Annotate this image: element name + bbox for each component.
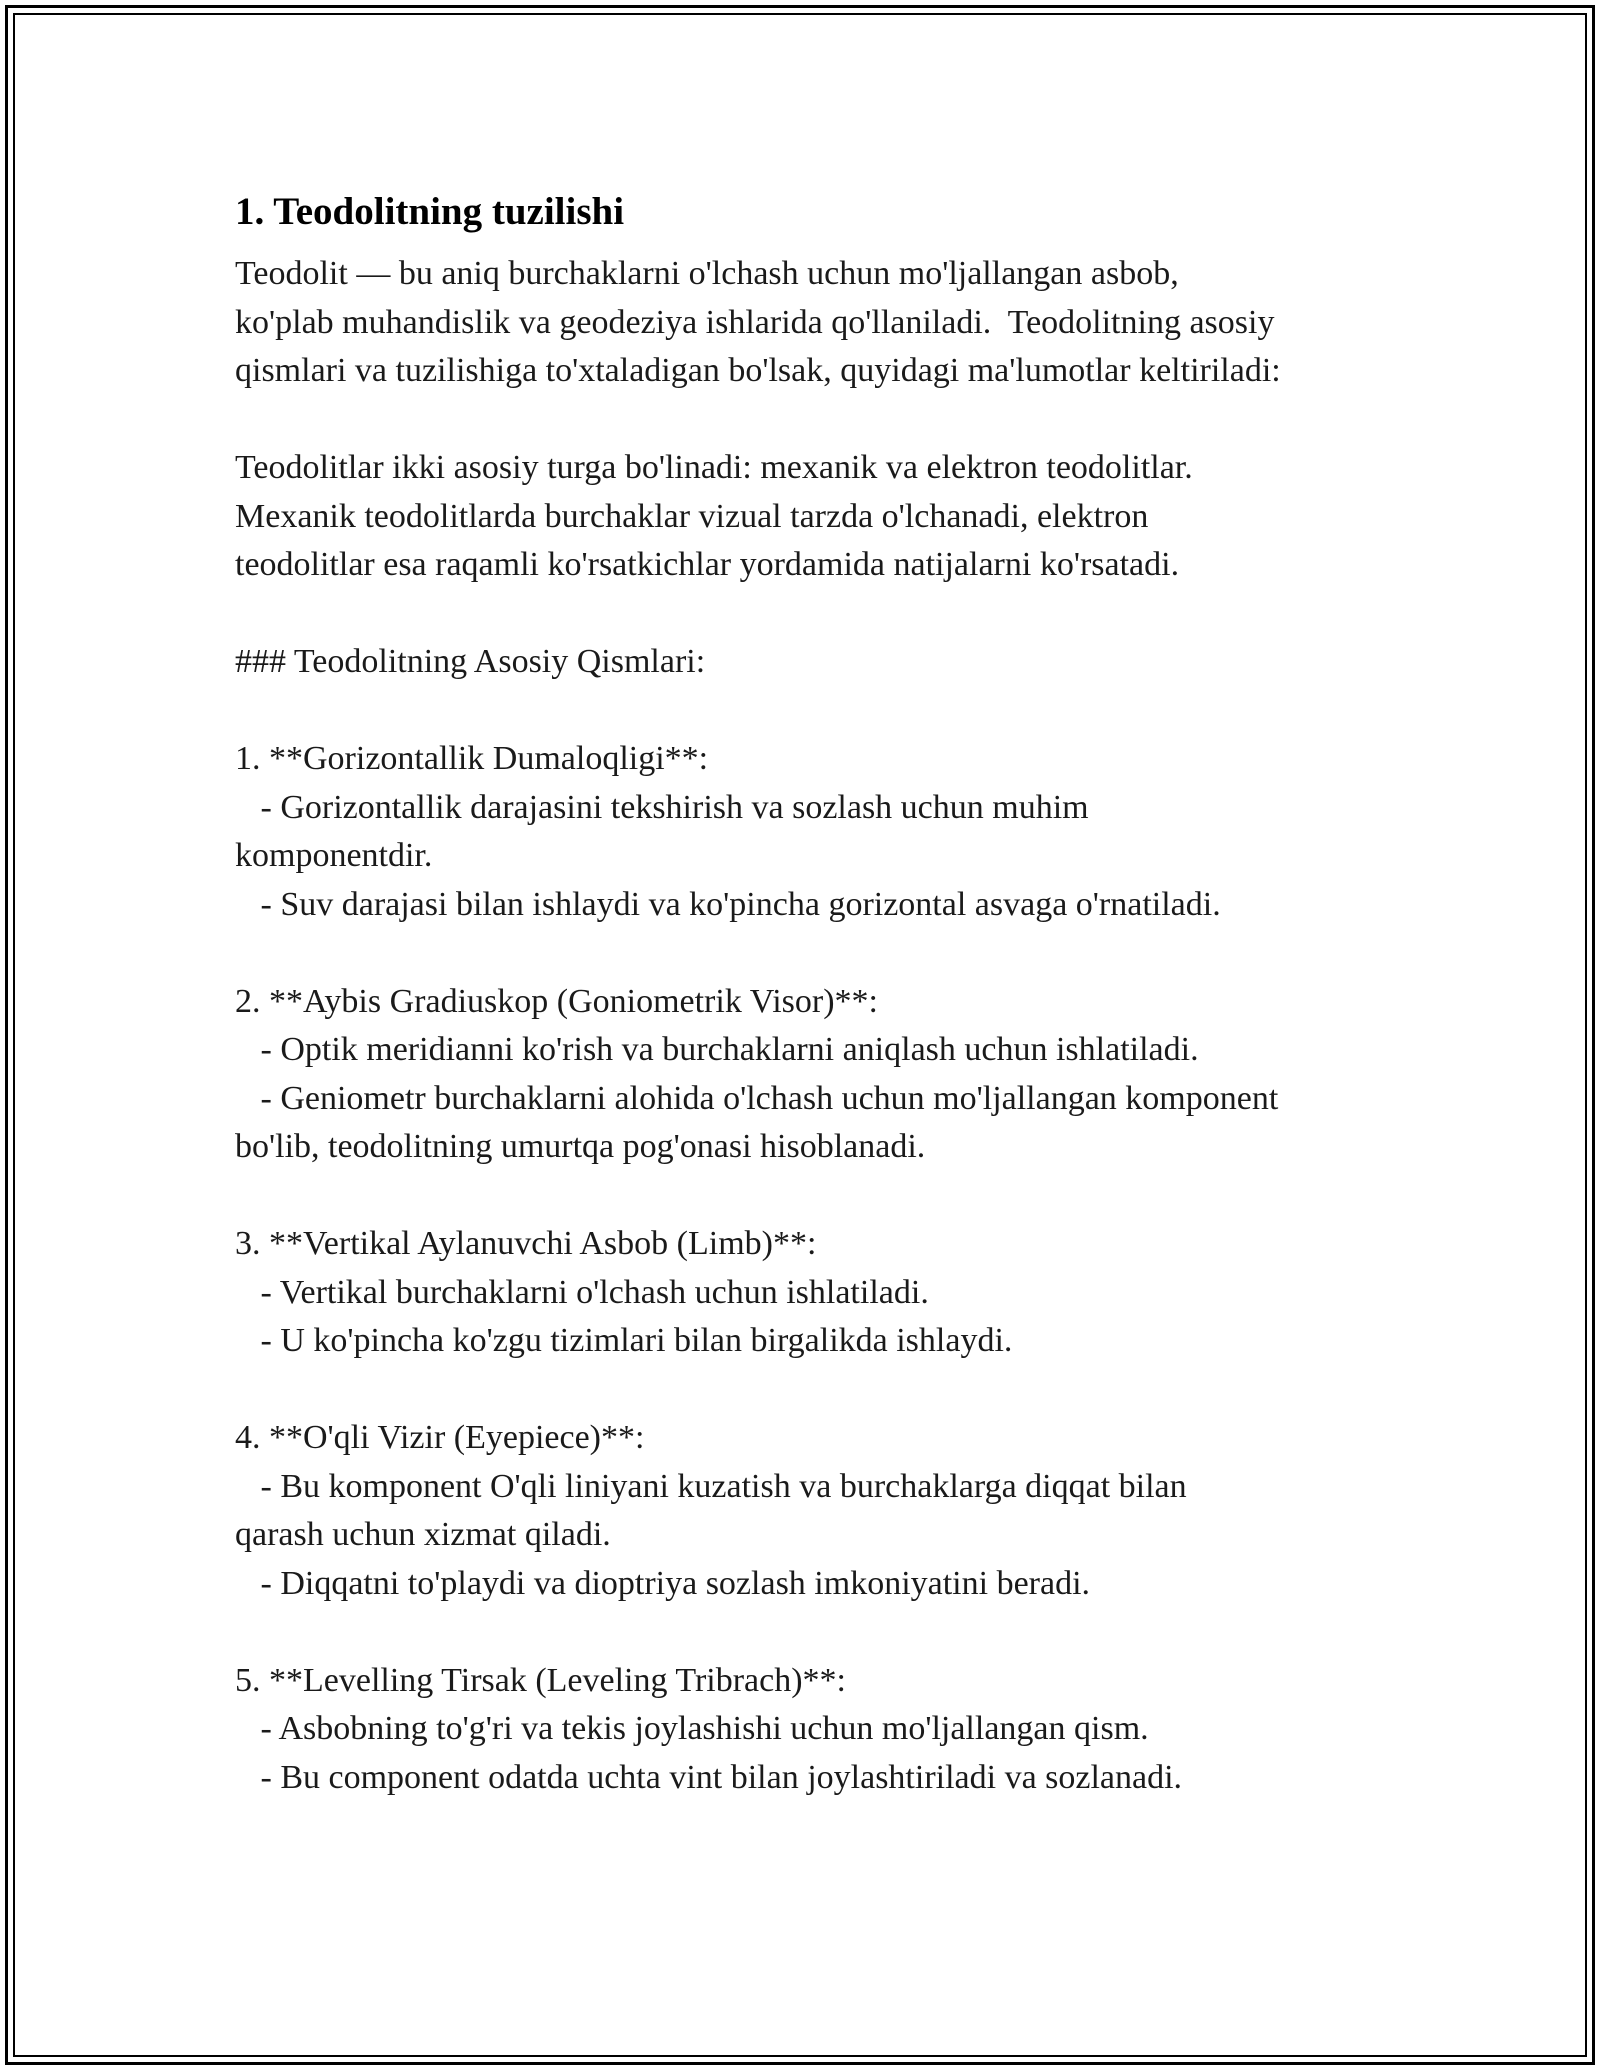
part-item-2	[235, 978, 1415, 1172]
part-line: - Vertikal burchaklarni o'lchash uchun ishlatiladi.	[235, 1273, 929, 1311]
paragraph-spacer	[235, 1608, 1415, 1657]
part-item-4	[235, 1414, 1415, 1608]
types-line: Mexanik teodolitlarda burchaklar vizual tarzda o'lchanadi, elektron	[235, 497, 1149, 535]
part-title: 5. **Levelling Tirsak (Leveling Tribrach)**:	[235, 1661, 847, 1699]
intro-line: ko'plab muhandislik va geodeziya ishlarida qo'llaniladi. Teodolitning asosiy	[235, 303, 1275, 341]
part-line: qarash uchun xizmat qiladi.	[235, 1516, 611, 1553]
part-title: 3. **Vertikal Aylanuvchi Asbob (Limb)**:	[235, 1225, 817, 1262]
paragraph-spacer	[235, 1172, 1415, 1221]
paragraph-spacer	[235, 396, 1415, 445]
part-line: komponentdir.	[235, 837, 433, 874]
part-line: - Bu komponent O'qli liniyani kuzatish va burchaklarga diqqat bilan	[235, 1467, 1187, 1505]
paragraph-spacer	[235, 1366, 1415, 1415]
part-title: 4. **O'qli Vizir (Eyepiece)**:	[235, 1419, 645, 1456]
part-line: - Suv darajasi bilan ishlaydi va ko'pincha gorizontal asvaga o'rnatiladi.	[235, 885, 1221, 923]
document-body	[235, 186, 1415, 1802]
intro-line: qismlari va tuzilishiga to'xtaladigan bo'lsak, quyidagi ma'lumotlar keltiriladi:	[235, 352, 1281, 389]
part-line: - Geniometr burchaklarni alohida o'lchash uchun mo'ljallangan komponent	[235, 1079, 1279, 1117]
part-line: - U ko'pincha ko'zgu tizimlari bilan birgalikda ishlaydi.	[235, 1322, 1013, 1359]
types-line: teodolitlar esa raqamli ko'rsatkichlar yordamida natijalarni ko'rsatadi.	[235, 546, 1180, 583]
part-item-3	[235, 1220, 1415, 1366]
part-line: - Gorizontallik darajasini tekshirish va sozlash uchun muhim	[235, 788, 1089, 826]
part-title: 2. **Aybis Gradiuskop (Goniometrik Visor)**:	[235, 982, 878, 1020]
types-paragraph	[235, 444, 1415, 590]
part-line: - Diqqatni to'playdi va dioptriya sozlash imkoniyatini beradi.	[235, 1564, 1091, 1602]
part-line: - Optik meridianni ko'rish va burchaklarni aniqlash uchun ishlatiladi.	[235, 1031, 1199, 1068]
intro-line: Teodolit — bu aniq burchaklarni o'lchash uchun mo'ljallangan asbob,	[235, 255, 1179, 292]
intro-paragraph	[235, 250, 1415, 396]
part-item-5	[235, 1657, 1415, 1803]
document-heading: 1. Teodolitning tuzilishi	[235, 190, 625, 233]
paragraph-spacer	[235, 687, 1415, 736]
part-line: - Asbobning to'g'ri va tekis joylashishi uchun mo'ljallangan qism.	[235, 1710, 1149, 1747]
part-item-1	[235, 735, 1415, 929]
part-line: bo'lib, teodolitning umurtqa pog'onasi hisoblanadi.	[235, 1128, 926, 1165]
paragraph-spacer	[235, 590, 1415, 639]
section-title: ### Teodolitning Asosiy Qismlari:	[235, 643, 706, 680]
paragraph-spacer	[235, 929, 1415, 978]
part-line: - Bu component odatda uchta vint bilan joylashtiriladi va sozlanadi.	[235, 1758, 1183, 1796]
part-title: 1. **Gorizontallik Dumaloqligi**:	[235, 740, 709, 777]
types-line: Teodolitlar ikki asosiy turga bo'linadi: mexanik va elektron teodolitlar.	[235, 449, 1193, 486]
